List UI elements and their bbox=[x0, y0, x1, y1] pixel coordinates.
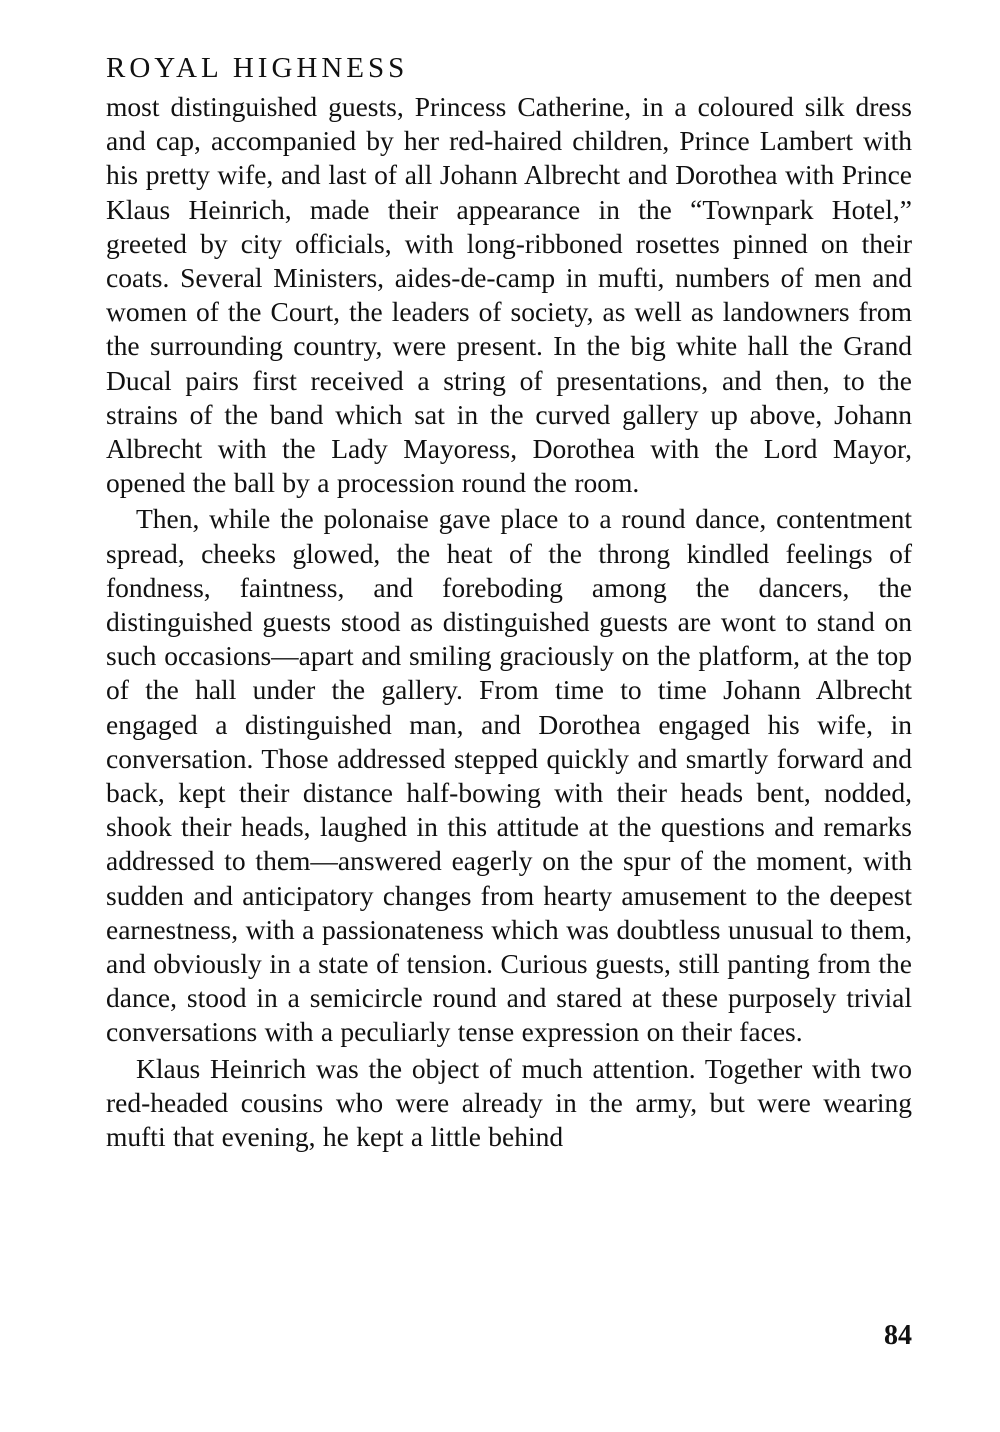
paragraph-polonaise: Then, while the polonaise gave place to a round dance, contentment spread, cheeks glowed, the heat of the throng kindled feelings of fondness, faintness, and foreboding among the dancers, the distinguished guests stood as distinguished guests are wont to stand on such occasions—apart and smiling graciously on the platform, at the top of the hall under the gallery. From time to time Johann Albrecht engaged a distinguished man, and Dorothea engaged his wife, in conversation. Those addressed stepped quickly and smartly forward and back, kept their distance half-bowing with their heads bent, nodded, shook their heads, laughed in this attitude at the questions and remarks addressed to them—answered eagerly on the spur of the moment, with sudden and anticipatory changes from hearty amusement to the deepest earnestness, with a passionateness which was doubtless unusual to them, and obviously in a state of tension. Curious guests, still panting from the dance, stood in a semicircle round and stared at these purposely trivial conversations with a peculiarly tense expression on their faces. bbox=[106, 503, 912, 1048]
running-head: ROYAL HIGHNESS bbox=[106, 52, 409, 84]
page-number: 84 bbox=[884, 1320, 912, 1351]
paragraph-continued: most distinguished guests, Princess Catherine, in a coloured silk dress and cap, accompanied by her red-haired children, Prince Lambert with his pretty wife, and last of all Johann Albrecht and Dorothea with Prince Klaus Heinrich, made their appearance in the “Townpark Hotel,” greeted by city officials, with long-ribboned rosettes pinned on their coats. Several Ministers, aides-de-camp in mufti, numbers of men and women of the Court, the leaders of society, as well as landowners from the surrounding country, were present. In the big white hall the Grand Ducal pairs first received a string of presentations, and then, to the strains of the band which sat in the curved gallery up above, Johann Albrecht with the Lady Mayoress, Dorothea with the Lord Mayor, opened the ball by a procession round the room. bbox=[106, 91, 912, 499]
book-page bbox=[106, 50, 912, 1154]
paragraph-klaus-heinrich: Klaus Heinrich was the object of much attention. Together with two red-headed cousins who were already in the army, but were wearing mufti that evening, he kept a little behind bbox=[106, 1052, 912, 1153]
